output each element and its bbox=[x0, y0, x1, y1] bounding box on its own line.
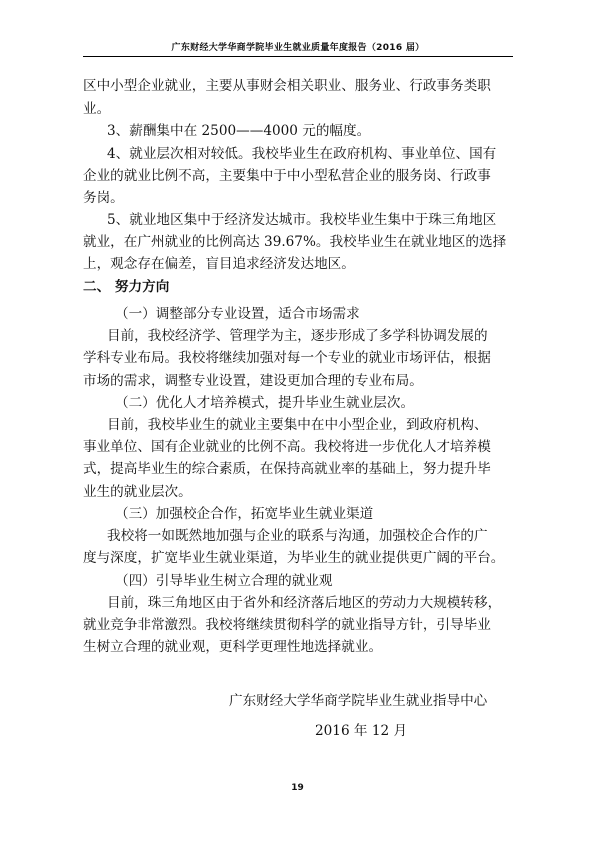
subsection-heading: （二）优化人才培养模式，提升毕业生就业层次。 bbox=[115, 395, 415, 411]
body-line: 学科专业布局。我校将继续加强对每一个专业的就业市场评估，根据 bbox=[83, 350, 491, 366]
body-line: 4、就业层次相对较低。我校毕业生在政府机构、事业单位、国有 bbox=[107, 146, 497, 162]
subsection-heading: （一）调整部分专业设置，适合市场需求 bbox=[115, 306, 360, 322]
body-line: 就业竞争非常激烈。我校将继续贯彻科学的就业指导方针，引导毕业 bbox=[83, 617, 491, 633]
body-line: 就业，在广州就业的比例高达 39.67%。我校毕业生在就业地区的选择 bbox=[83, 234, 507, 250]
body-line: 目前，珠三角地区由于省外和经济落后地区的劳动力大规模转移， bbox=[107, 595, 502, 611]
body-line: 式，提高毕业生的综合素质，在保持高就业率的基础上，努力提升毕 bbox=[83, 461, 491, 477]
body-line: 我校将一如既然地加强与企业的联系与沟通，加强校企合作的广 bbox=[107, 528, 488, 544]
subsection-heading: （三）加强校企合作，拓宽毕业生就业渠道 bbox=[115, 506, 374, 522]
subsection-heading: （四）引导毕业生树立合理的就业观 bbox=[115, 573, 333, 589]
body-line: 生树立合理的就业观，更科学更理性地选择就业。 bbox=[83, 639, 383, 655]
signature-date: 2016 年 12 月 bbox=[315, 723, 408, 739]
body-line: 市场的需求，调整专业设置，建设更加合理的专业布局。 bbox=[83, 373, 423, 389]
body-line: 事业单位、国有企业就业的比例不高。我校将进一步优化人才培养模 bbox=[83, 439, 491, 455]
body-line: 上，观念存在偏差，盲目追求经济发达地区。 bbox=[83, 256, 355, 272]
body-line: 业。 bbox=[83, 101, 111, 117]
running-header: 广东财经大学华商学院毕业生就业质量年度报告（2016 届） bbox=[171, 43, 425, 53]
header-rule bbox=[83, 56, 513, 57]
body-line: 目前，我校毕业生的就业主要集中在中小型企业，到政府机构、 bbox=[107, 417, 488, 433]
section-heading: 二、 努力方向 bbox=[83, 279, 170, 295]
body-line: 度与深度，扩宽毕业生就业渠道，为毕业生的就业提供更广阔的平台。 bbox=[83, 550, 505, 566]
body-line: 5、就业地区集中于经济发达城市。我校毕业生集中于珠三角地区 bbox=[107, 212, 497, 228]
body-line: 企业的就业比例不高，主要集中于中小型私营企业的服务岗、行政事 bbox=[83, 168, 491, 184]
body-line: 目前，我校经济学、管理学为主，逐步形成了多学科协调发展的 bbox=[107, 328, 488, 344]
body-line: 3、薪酬集中在 2500——4000 元的幅度。 bbox=[107, 123, 371, 139]
body-line: 务岗。 bbox=[83, 190, 124, 206]
page-number: 19 bbox=[291, 783, 304, 793]
body-line: 区中小型企业就业，主要从事财会相关职业、服务业、行政事务类职 bbox=[83, 78, 491, 94]
signature-org: 广东财经大学华商学院毕业生就业指导中心 bbox=[229, 693, 488, 709]
body-line: 业生的就业层次。 bbox=[83, 484, 192, 500]
